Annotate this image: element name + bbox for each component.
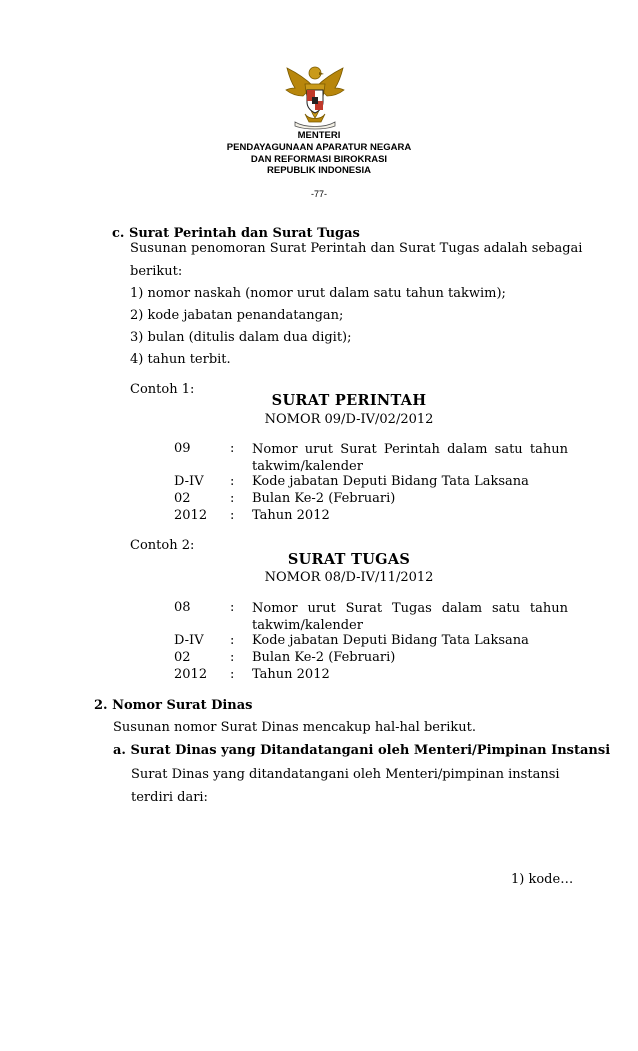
example1-desc: Tahun 2012 [252, 508, 330, 523]
example2-code: 2012 [174, 667, 208, 682]
example1-sep: : [230, 491, 235, 506]
section-c-heading: c. Surat Perintah dan Surat Tugas [112, 226, 360, 241]
example2-desc: Kode jabatan Deputi Bidang Tata Laksana [252, 633, 529, 648]
page-number: -77- [310, 189, 327, 199]
example2-sep: : [230, 650, 235, 665]
example1-desc: Nomor urut Surat Perintah dalam satu tahun takwim/kalender [252, 442, 568, 474]
list-item: 2) kode jabatan penandatangan; [130, 308, 344, 323]
example1-desc: Bulan Ke-2 (Februari) [252, 491, 396, 506]
section-c-intro-line1: Susunan penomoran Surat Perintah dan Surat Tugas adalah sebagai [130, 241, 583, 256]
section-2a-heading: a. Surat Dinas yang Ditandatangani oleh Menteri/Pimpinan Instansi [113, 743, 611, 758]
example2-sep: : [230, 600, 235, 615]
header-country: REPUBLIK INDONESIA [267, 165, 371, 176]
example1-code: 02 [174, 491, 191, 506]
example1-sep: : [230, 508, 235, 523]
example2-number: NOMOR 08/D-IV/11/2012 [264, 570, 434, 585]
garuda-pancasila-emblem [283, 62, 347, 130]
list-item: 4) tahun terbit. [130, 352, 231, 367]
example2-title: SURAT TUGAS [287, 551, 411, 568]
example2-sep: : [230, 667, 235, 682]
example2-code: D-IV [174, 633, 204, 648]
section-2a-line2: terdiri dari: [131, 790, 208, 805]
example2-label: Contoh 2: [130, 538, 195, 553]
example2-code: 08 [174, 600, 191, 615]
header-minister: MENTERI [297, 130, 341, 141]
example1-label: Contoh 1: [130, 382, 195, 397]
example1-number: NOMOR 09/D-IV/02/2012 [264, 412, 434, 427]
example1-code: D-IV [174, 474, 204, 489]
continuation-marker: 1) kode… [511, 872, 574, 887]
list-item: 3) bulan (ditulis dalam dua digit); [130, 330, 352, 345]
section-2a-line1: Surat Dinas yang ditandatangani oleh Menteri/pimpinan instansi [131, 767, 560, 782]
example1-desc: Kode jabatan Deputi Bidang Tata Laksana [252, 474, 529, 489]
section-2-heading: 2. Nomor Surat Dinas [94, 698, 253, 713]
header-ministry-line1: PENDAYAGUNAAN APARATUR NEGARA [226, 142, 412, 153]
example1-code: 2012 [174, 508, 208, 523]
section-c-intro-line2: berikut: [130, 264, 183, 279]
example2-desc: Bulan Ke-2 (Februari) [252, 650, 396, 665]
example2-sep: : [230, 633, 235, 648]
section-2-intro: Susunan nomor Surat Dinas mencakup hal-hal berikut. [113, 720, 476, 735]
header-ministry-line2: DAN REFORMASI BIROKRASI [250, 154, 388, 165]
example1-title: SURAT PERINTAH [271, 392, 427, 409]
example1-sep: : [230, 474, 235, 489]
example2-desc: Tahun 2012 [252, 667, 330, 682]
example1-sep: : [230, 441, 235, 456]
list-item: 1) nomor naskah (nomor urut dalam satu tahun takwim); [130, 286, 506, 301]
example1-code: 09 [174, 441, 191, 456]
example2-desc: Nomor urut Surat Tugas dalam satu tahun takwim/kalender [252, 601, 568, 633]
example2-code: 02 [174, 650, 191, 665]
